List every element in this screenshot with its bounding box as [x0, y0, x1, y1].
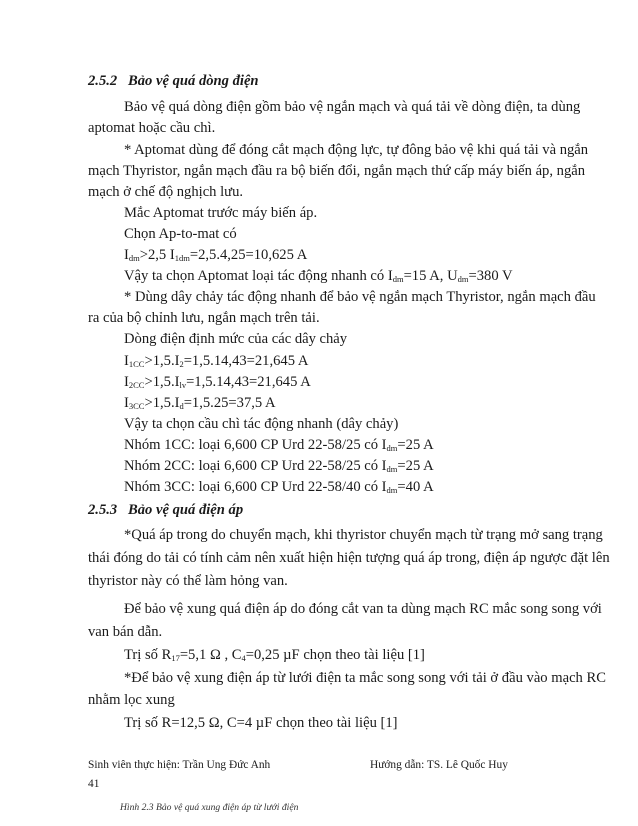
eq-text: =1,5.14,43=21,645 A — [186, 374, 311, 390]
eq-subscript: 2CC — [128, 380, 145, 390]
eq-subscript: 1CC — [128, 359, 145, 369]
paragraph-line: *Quá áp trong do chuyển mạch, khi thyristor chuyển mạch từ trạng mở sang trạng — [124, 527, 603, 543]
page-number: 41 — [88, 778, 100, 790]
paragraph-line: Bảo vệ quá dòng điện gồm bảo vệ ngắn mạch và quá tải về dòng điện, ta dùng — [124, 99, 581, 115]
paragraph-line: thyristor này có thể làm hỏng van. — [88, 573, 288, 589]
figure-caption: Hình 2.3 Bảo vệ quá xung điện áp từ lưới điện — [120, 802, 299, 813]
paragraph-line: van bán dẫn. — [88, 624, 163, 640]
eq-text: >1,5.I — [144, 395, 180, 411]
equation-line — [124, 351, 308, 371]
paragraph-line: Trị số R=12,5 Ω, C=4 µF chọn theo tài liệu [1] — [124, 715, 398, 731]
eq-text: =1,5.14,43=21,645 A — [183, 353, 309, 369]
eq-text: Trị số R — [124, 647, 172, 663]
paragraph-line: mạch Thyristor, ngắn mạch đầu ra bộ biến đổi, ngắn mạch thứ cấp máy biến áp, ngắn — [88, 163, 586, 179]
eq-subscript: lv — [179, 380, 187, 390]
eq-subscript: 3CC — [128, 401, 145, 411]
eq-text: Nhóm 1CC: loại 6,600 CP Urd 22-58/25 có I — [124, 437, 387, 453]
eq-text: >2,5 I — [139, 247, 175, 263]
eq-text: =15 A, U — [403, 268, 458, 284]
eq-text: Vậy ta chọn Aptomat loại tác động nhanh có I — [124, 268, 393, 284]
eq-subscript: dm — [128, 253, 140, 263]
eq-text: =5,1 Ω , C — [179, 647, 242, 663]
paragraph-line: * Aptomat dùng để đóng cắt mạch động lực, tự đông bảo vệ khi quá tải và ngắn — [124, 142, 589, 158]
eq-subscript: 2 — [179, 359, 184, 369]
eq-subscript: 17 — [171, 653, 180, 663]
paragraph-line: Chọn Ap-to-mat có — [124, 226, 237, 242]
eq-subscript: 4 — [241, 653, 246, 663]
eq-text: =380 V — [468, 268, 513, 284]
footer-advisor: Hướng dẫn: TS. Lê Quốc Huy — [370, 759, 508, 771]
paragraph-line: Dòng điện định mức của các dây chảy — [124, 331, 348, 347]
eq-text: Nhóm 3CC: loại 6,600 CP Urd 22-58/40 có I — [124, 479, 387, 495]
eq-text: =25 A — [397, 458, 434, 474]
section-heading-2-5-2 — [88, 71, 259, 91]
section-title: Bảo vệ quá dòng điện — [128, 73, 259, 89]
eq-text: >1,5.I — [144, 374, 180, 390]
eq-subscript: d — [179, 401, 184, 411]
equation-line — [124, 645, 425, 665]
paragraph-line: * Dùng dây chảy tác động nhanh để bảo vệ ngắn mạch Thyristor, ngắn mạch đầu — [124, 289, 596, 305]
eq-text: I — [124, 353, 129, 369]
eq-subscript: dm — [386, 485, 398, 495]
fuse-group-line — [124, 477, 434, 497]
equation-line — [124, 393, 276, 413]
eq-text: =25 A — [397, 437, 434, 453]
paragraph-line: aptomat hoặc cầu chì. — [88, 120, 216, 136]
footer-student: Sinh viên thực hiện: Trần Ung Đức Anh — [88, 759, 271, 771]
equation-line — [124, 245, 307, 265]
eq-subscript: dm — [386, 464, 398, 474]
paragraph-line: mạch ở chế độ nghịch lưu. — [88, 184, 244, 200]
eq-subscript: dm — [392, 274, 404, 284]
paragraph-line: *Để bảo vệ xung điện áp từ lưới điện ta mắc song song với tải ở đầu vào mạch RC — [124, 670, 606, 686]
section-number: 2.5.3 — [88, 502, 118, 518]
eq-text: =1,5.25=37,5 A — [183, 395, 276, 411]
eq-subscript: 1dm — [174, 253, 190, 263]
eq-text: >1,5.I — [144, 353, 180, 369]
paragraph-line: nhằm lọc xung — [88, 692, 175, 708]
eq-text: =0,25 µF chọn theo tài liệu [1] — [245, 647, 425, 663]
eq-text: Nhóm 2CC: loại 6,600 CP Urd 22-58/25 có I — [124, 458, 387, 474]
fuse-group-line — [124, 435, 434, 455]
section-heading-2-5-3 — [88, 500, 243, 520]
paragraph-line: thái đóng do tải có tính cảm nên xuất hiện hiện tượng quá áp trong, điện áp ngược đặt lên — [88, 550, 610, 566]
eq-subscript: dm — [386, 443, 398, 453]
paragraph-line: ra của bộ chỉnh lưu, ngắn mạch trên tải. — [88, 310, 320, 326]
equation-line — [124, 266, 513, 286]
eq-text: I — [124, 247, 129, 263]
paragraph-line: Để bảo vệ xung quá điện áp do đóng cắt van ta dùng mạch RC mắc song song với — [124, 601, 602, 617]
eq-text: I — [124, 374, 129, 390]
eq-subscript: dm — [457, 274, 469, 284]
eq-text: =40 A — [397, 479, 434, 495]
eq-text: =2,5.4,25=10,625 A — [189, 247, 308, 263]
section-title: Bảo vệ quá điện áp — [128, 502, 244, 518]
fuse-group-line — [124, 456, 434, 476]
paragraph-line: Mắc Aptomat trước máy biến áp. — [124, 205, 318, 221]
paragraph-line: Vậy ta chọn cầu chì tác động nhanh (dây chảy) — [124, 416, 399, 432]
equation-line — [124, 372, 311, 392]
eq-text: I — [124, 395, 129, 411]
section-number: 2.5.2 — [88, 73, 118, 89]
